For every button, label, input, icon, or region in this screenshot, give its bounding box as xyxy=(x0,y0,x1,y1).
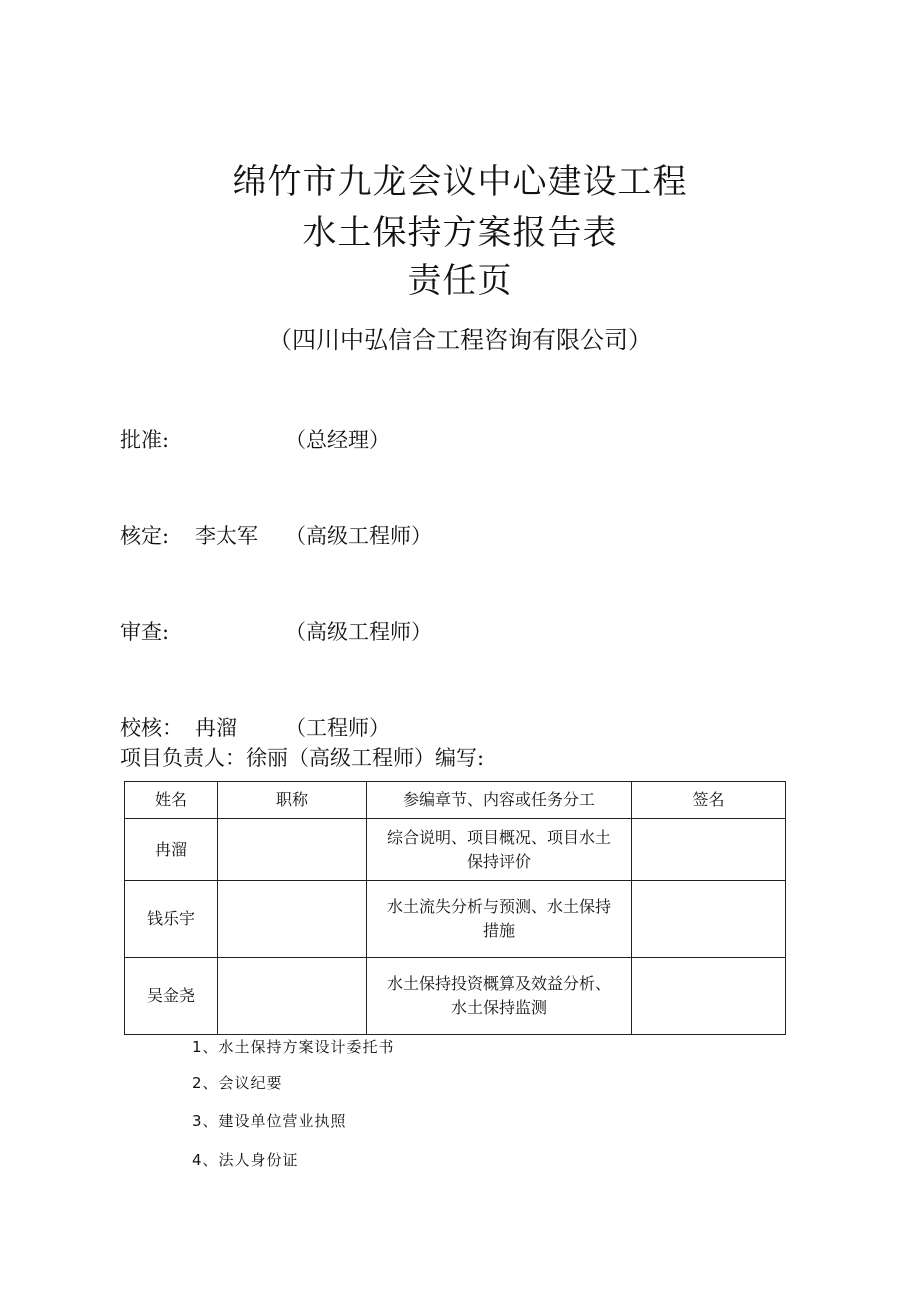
task-line-1: 水土保持投资概算及效益分析、 xyxy=(386,974,611,993)
cell-task xyxy=(367,958,632,1035)
title-line-2: 水土保持方案报告表 xyxy=(302,213,618,253)
attachment-item: 1、水土保持方案设计委托书 xyxy=(192,1038,395,1056)
table-row xyxy=(125,819,786,881)
staff-table xyxy=(124,781,786,1035)
cell-task xyxy=(367,819,632,881)
task-line-2: 水土保持监测 xyxy=(450,998,547,1017)
project-leader: 项目负责人：徐丽（高级工程师）编写: xyxy=(120,746,485,770)
cell-name: 吴金尧 xyxy=(125,958,218,1035)
cell-name: 冉溜 xyxy=(125,819,218,881)
signature-role: 审查: xyxy=(120,620,170,644)
company-name: （四川中弘信合工程咨询有限公司） xyxy=(268,326,652,354)
signature-role: 核定: xyxy=(120,524,170,548)
signature-role: 批准: xyxy=(120,428,170,452)
cell-title xyxy=(218,819,367,881)
signature-title: （高级工程师） xyxy=(285,620,432,644)
signature-name: 冉溜 xyxy=(195,716,237,740)
attachment-item: 3、建设单位营业执照 xyxy=(192,1112,347,1130)
signature-role: 校核： xyxy=(120,716,183,740)
column-header-name: 姓名 xyxy=(125,782,218,819)
cell-title xyxy=(218,881,367,958)
task-line-2: 措施 xyxy=(482,921,515,940)
signature-title: （总经理） xyxy=(285,428,390,452)
signature-title: （高级工程师） xyxy=(285,524,432,548)
table-row xyxy=(125,881,786,958)
title-line-1: 绵竹市九龙会议中心建设工程 xyxy=(232,162,688,202)
attachment-item: 4、法人身份证 xyxy=(192,1151,299,1169)
task-line-1: 水土流失分析与预测、水土保持 xyxy=(386,897,611,916)
cell-name: 钱乐宇 xyxy=(125,881,218,958)
cell-signature xyxy=(632,958,786,1035)
cell-signature xyxy=(632,881,786,958)
column-header-signature: 签名 xyxy=(632,782,786,819)
column-header-task: 参编章节、内容或任务分工 xyxy=(367,782,632,819)
task-line-1: 综合说明、项目概况、项目水土 xyxy=(386,827,611,847)
attachment-item: 2、会议纪要 xyxy=(192,1074,283,1092)
table-header-row xyxy=(125,782,786,819)
title-line-3: 责任页 xyxy=(407,261,513,301)
task-line-2: 保持评价 xyxy=(466,851,531,871)
signature-title: （工程师） xyxy=(285,716,390,740)
cell-task xyxy=(367,881,632,958)
signature-name: 李太军 xyxy=(195,524,258,548)
table-row xyxy=(125,958,786,1035)
column-header-title: 职称 xyxy=(218,782,367,819)
cell-signature xyxy=(632,819,786,881)
cell-title xyxy=(218,958,367,1035)
